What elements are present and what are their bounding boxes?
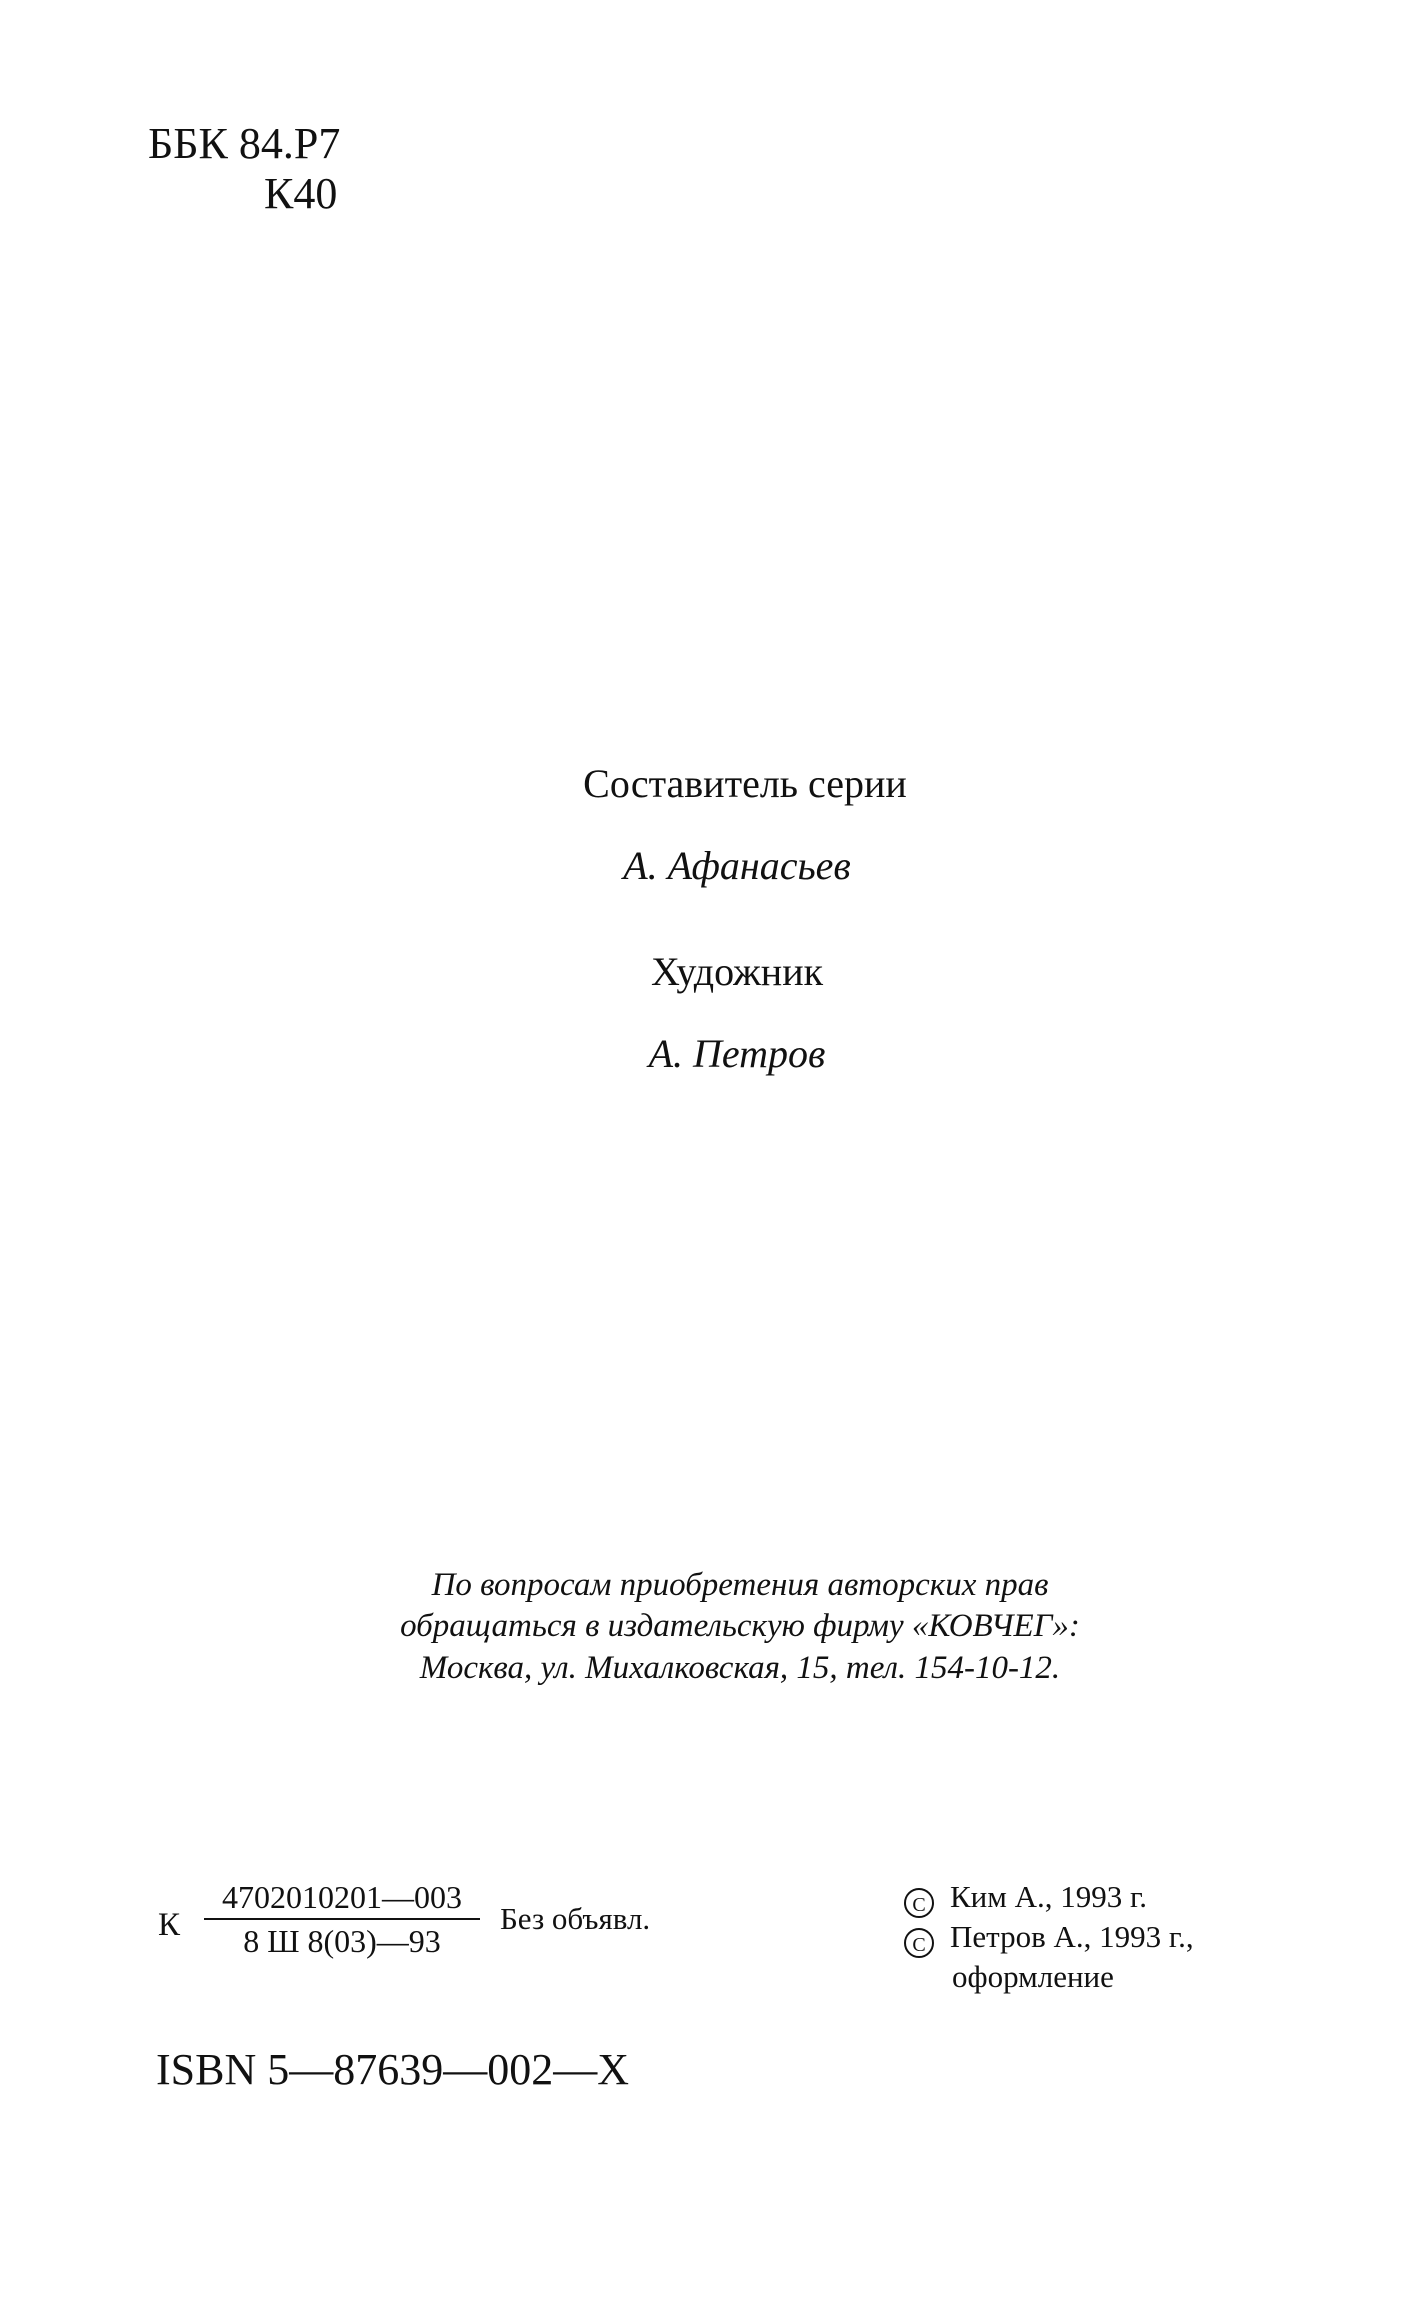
copyright-line-3: оформление — [952, 1959, 1114, 1994]
rights-notice-line-1: По вопросам приобретения авторских прав — [431, 1567, 1049, 1603]
copyright-icon: C — [904, 1888, 934, 1918]
publication-note: Без объявл. — [500, 1901, 651, 1936]
publication-code-prefix: К — [158, 1907, 181, 1943]
publication-code-fraction — [200, 1878, 484, 1960]
rights-notice-line-2: обращаться в издательскую фирму «КОВЧЕГ»: — [400, 1608, 1080, 1644]
artist-label: Художник — [650, 949, 824, 994]
publication-code-denominator: 8 Ш 8(03)—93 — [243, 1923, 441, 1959]
isbn: ISBN 5—87639—002—X — [156, 2045, 630, 2094]
author-mark: К40 — [264, 169, 338, 218]
copyright-icon: C — [904, 1928, 934, 1958]
copyright-text-1: Ким А., 1993 г. — [950, 1879, 1147, 1914]
publication-code-numerator: 4702010201—003 — [222, 1879, 462, 1915]
rights-notice-line-3: Москва, ул. Михалковская, 15, тел. 154-10-12. — [419, 1650, 1061, 1686]
compiler-name: А. Афанасьев — [623, 843, 851, 888]
artist-name: А. Петров — [648, 1031, 826, 1076]
copyright-text-2: Петров А., 1993 г., — [950, 1919, 1194, 1954]
bbk-code: ББК 84.Р7 — [148, 119, 341, 168]
compiler-label: Составитель серии — [583, 761, 907, 806]
copyright-line-1 — [904, 1878, 1147, 1918]
copyright-line-2 — [904, 1918, 1194, 1958]
